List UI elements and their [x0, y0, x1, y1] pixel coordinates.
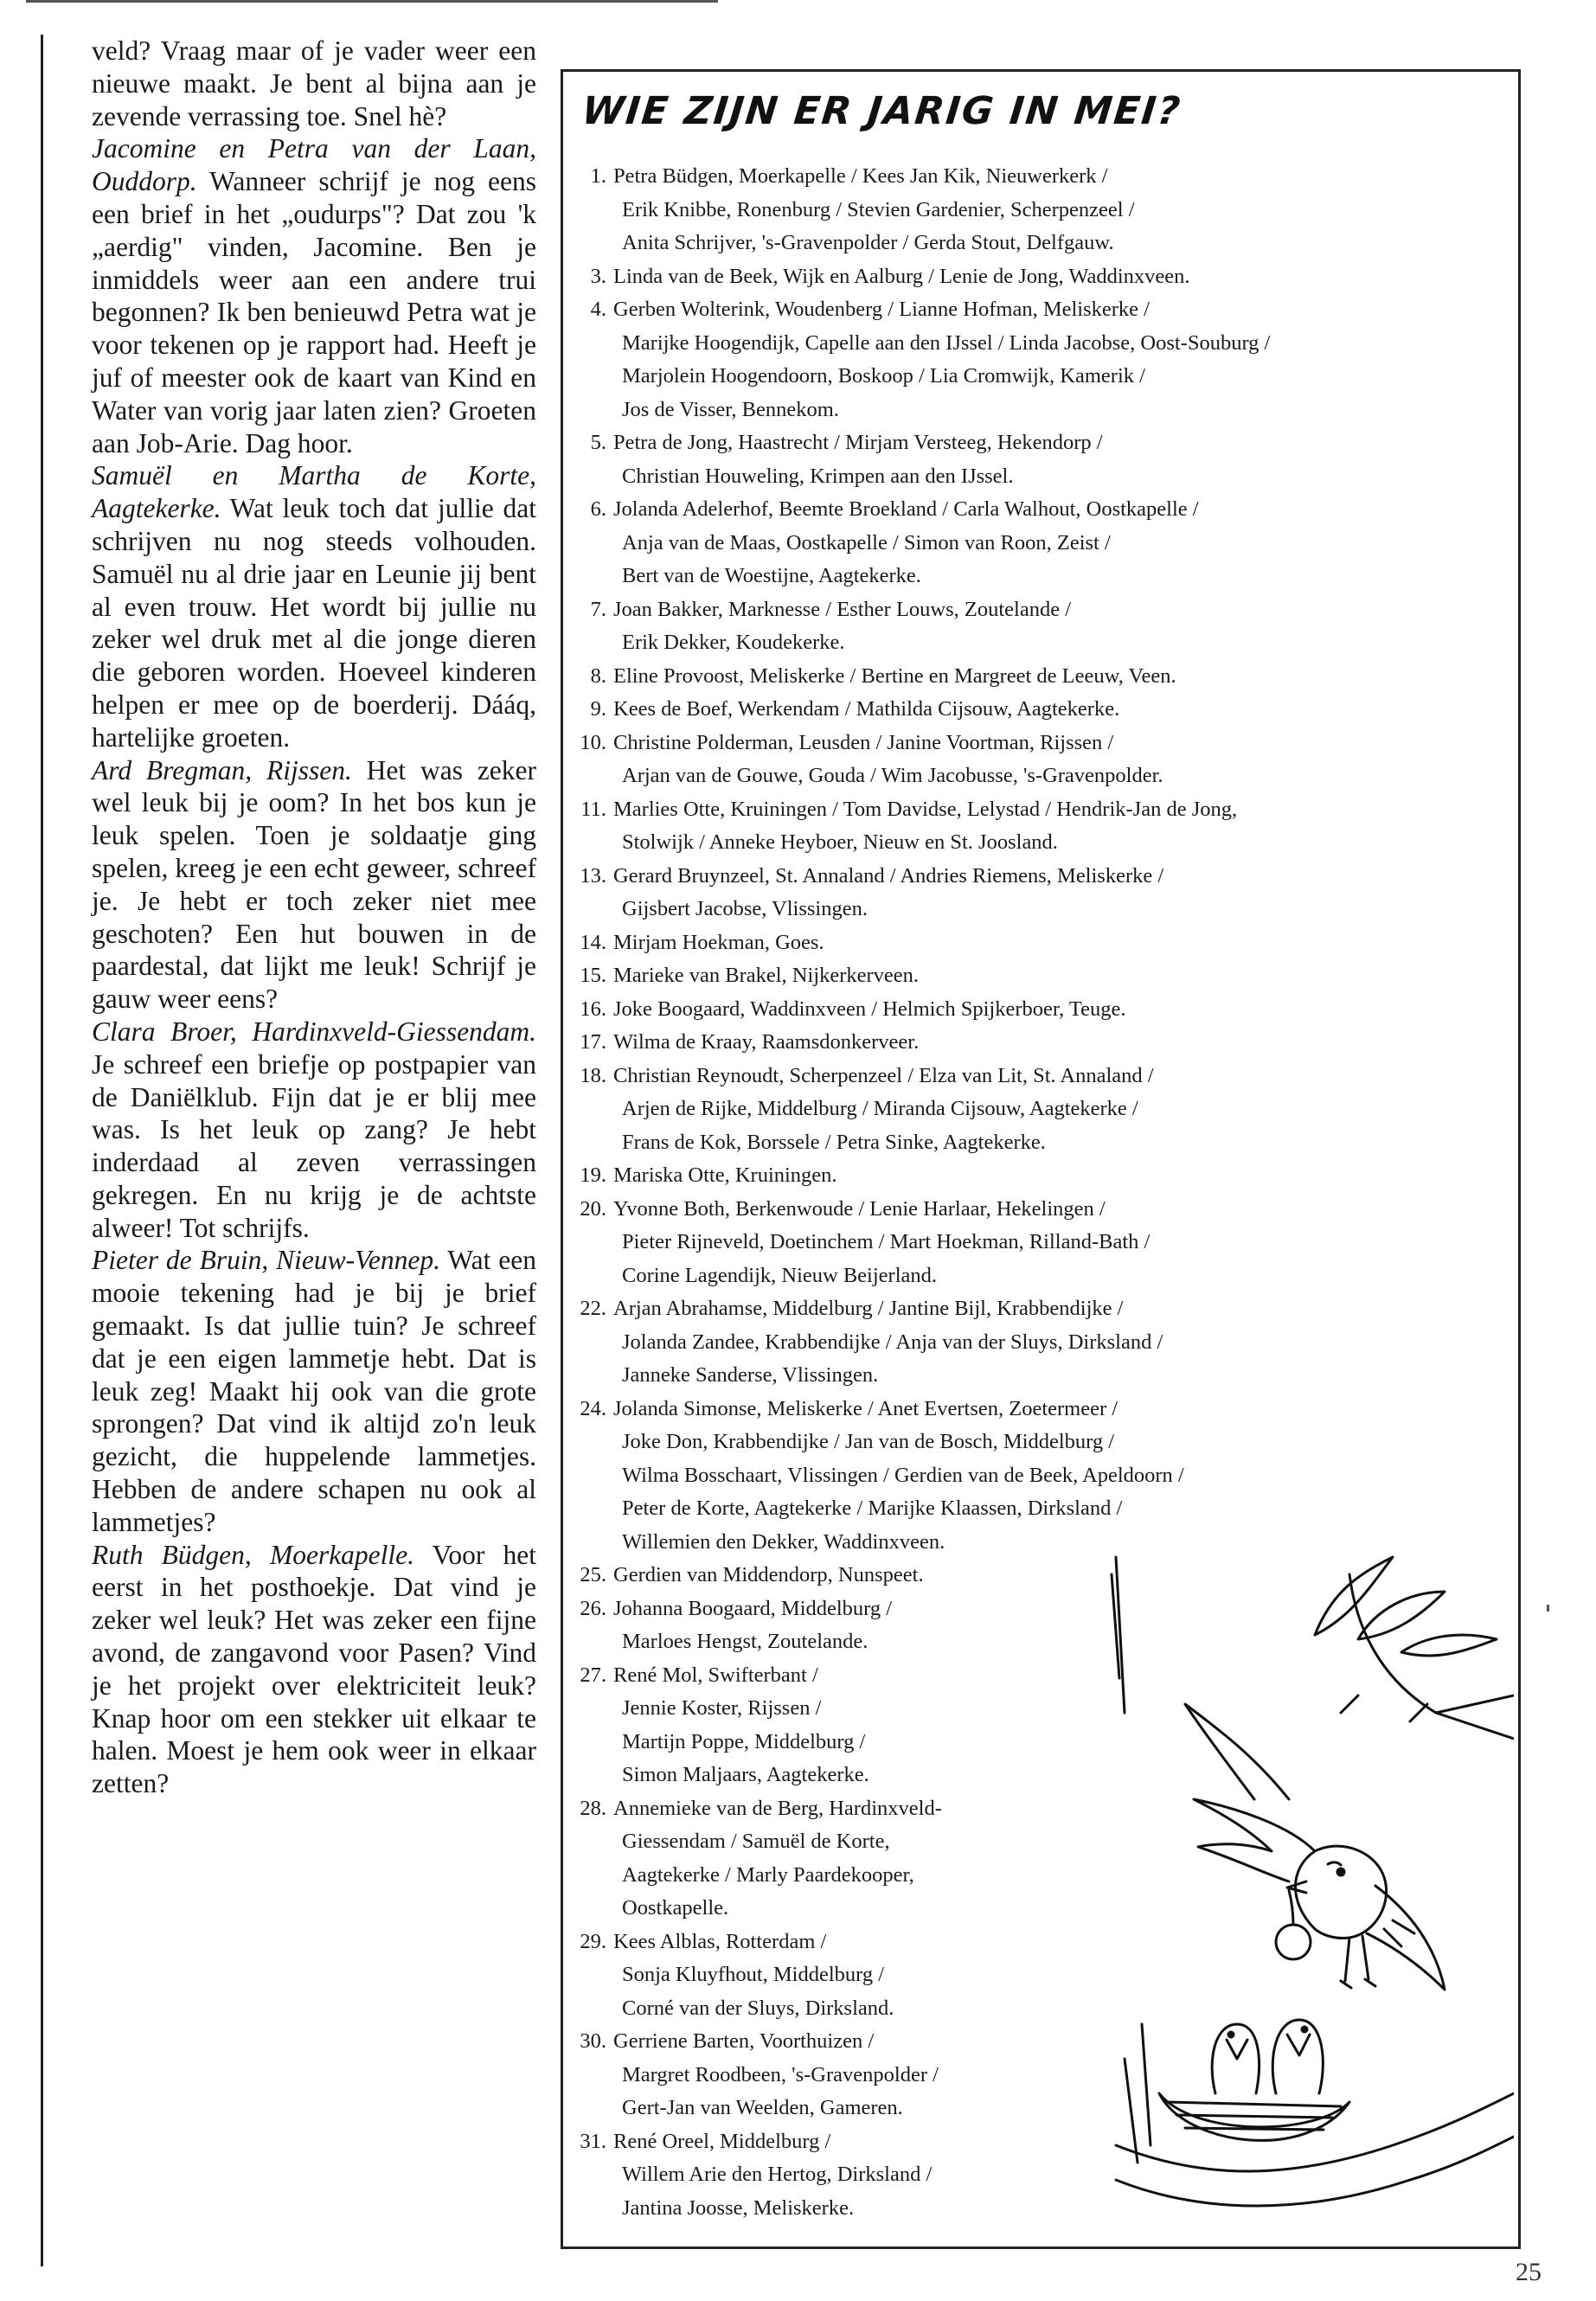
letter-recipient: Clara Broer, Hardinxveld-Giessendam.: [92, 1016, 536, 1047]
left-margin-rule: [41, 35, 43, 2266]
birthday-name-line: Petra Büdgen, Moerkapelle / Kees Jan Kik, Nieuwerkerk /: [613, 164, 1108, 188]
birthday-day: 8.: [590, 663, 606, 688]
birthday-entry: [570, 1060, 1504, 1160]
birthday-names: [613, 260, 1504, 294]
birthday-day: 11.: [580, 797, 606, 821]
chick-right: [1272, 2020, 1323, 2093]
birthday-names: [613, 860, 1504, 926]
birthday-name-line: Jolanda Simonse, Meliskerke / Anet Evertsen, Zoetermeer /: [613, 1396, 1118, 1420]
birthday-names: [613, 493, 1504, 593]
birthday-name-line: Eline Provoost, Meliskerke / Bertine en Margreet de Leeuw, Veen.: [613, 663, 1176, 688]
birthday-day: 16.: [580, 997, 606, 1021]
birthday-entry: [570, 293, 1504, 426]
birthday-day: 10.: [580, 730, 606, 754]
top-rule: [26, 0, 718, 3]
birthday-entry: [570, 660, 1504, 694]
birthday-day: 14.: [580, 930, 606, 954]
birthday-name-line: Jos de Visser, Bennekom.: [622, 397, 839, 421]
letters-column: [92, 35, 536, 1800]
birthday-name-line: Yvonne Both, Berkenwoude / Lenie Harlaar, Hekelingen /: [613, 1196, 1106, 1221]
birthday-name-line: Gert-Jan van Weelden, Gameren.: [622, 2096, 903, 2119]
box-title: WIE ZIJN ER JARIG IN MEI?: [580, 89, 1184, 133]
letter-text: Wanneer schrijf je nog eens een brief in het „oudurps"? Dat zou 'k „aerdig" vinden, Jacomine. Ben je inmiddels weer aan een andere trui begonnen? Ik ben benieuwd Petra wat je voor tekenen op je rapport had. Heeft je juf of meester ook de kaart van Kind en Water van vorig jaar laten zien? Groeten aan Job-Arie. Dag hoor.: [92, 166, 536, 458]
birthday-names: [613, 426, 1504, 493]
birthday-entry: [570, 1292, 1504, 1393]
birthday-day: 4.: [590, 298, 606, 321]
birthday-name-line: Wilma de Kraay, Raamsdonkerveer.: [613, 1030, 920, 1054]
birthday-name-line: Pieter Rijneveld, Doetinchem / Mart Hoekman, Rilland-Bath /: [622, 1230, 1151, 1253]
letter-paragraph: [92, 132, 536, 459]
birthday-entry: [570, 593, 1504, 660]
birthday-names: [613, 660, 1504, 694]
letter-paragraph: [92, 1244, 536, 1538]
birthday-names: [613, 693, 1504, 727]
birthday-name-line: Arjan van de Gouwe, Gouda / Wim Jacobusse, 's-Gravenpolder.: [622, 764, 1163, 787]
letter-text: veld? Vraag maar of je vader weer een nieuwe maakt. Je bent al bijna aan je zevende verrassing toe. Snel hè?: [92, 35, 536, 131]
birthday-name-line: Marjolein Hoogendoorn, Boskoop / Lia Cromwijk, Kamerik /: [622, 364, 1145, 388]
birthday-name-line: Marlies Otte, Kruiningen / Tom Davidse, Lelystad / Hendrik-Jan de Jong,: [613, 797, 1238, 821]
birthday-day: 6.: [590, 497, 606, 521]
birthday-name-line: Corine Lagendijk, Nieuw Beijerland.: [622, 1263, 937, 1287]
birthday-name-line: Oostkapelle.: [622, 1896, 729, 1920]
birthday-name-line: Johanna Boogaard, Middelburg /: [613, 1596, 893, 1620]
birthday-day: 17.: [580, 1030, 606, 1054]
birthday-name-line: Mirjam Hoekman, Goes.: [613, 930, 824, 954]
birthday-day: 29.: [580, 1929, 606, 1953]
birthday-names: [613, 959, 1504, 993]
letter-text: Het was zeker wel leuk bij je oom? In het bos kun je leuk spelen. Toen je soldaatje ging spelen, kreeg je een echt geweer, schreef je. Je hebt er toch zeker niet mee geschoten? Een hut bouwen in de paardestal, dat lijkt me leuk! Schrijf je gauw weer eens?: [92, 754, 537, 1015]
birthday-names: [613, 793, 1504, 860]
birthday-name-line: Joke Boogaard, Waddinxveen / Helmich Spijkerboer, Teuge.: [613, 997, 1126, 1021]
birthday-names: [613, 593, 1504, 660]
birthday-day: 26.: [580, 1596, 606, 1620]
birthday-entry: [570, 1193, 1504, 1293]
birthday-name-line: Petra de Jong, Haastrecht / Mirjam Versteeg, Hekendorp /: [613, 431, 1103, 454]
birthday-name-line: Joke Don, Krabbendijke / Jan van de Bosch, Middelburg /: [622, 1430, 1115, 1453]
birthday-entry: [570, 426, 1504, 493]
birthday-name-line: Marieke van Brakel, Nijkerkerveen.: [613, 964, 920, 987]
birthday-name-line: Jantina Joosse, Meliskerke.: [622, 2195, 855, 2220]
birthday-names: [613, 1026, 1504, 1060]
birthday-day: 3.: [590, 264, 606, 288]
birthday-name-line: Christian Houweling, Krimpen aan den IJssel.: [622, 464, 1014, 488]
birthday-day: 28.: [580, 1796, 606, 1820]
birthday-day: 27.: [580, 1663, 606, 1687]
birthday-name-line: Christine Polderman, Leusden / Janine Voortman, Rijssen /: [613, 730, 1114, 754]
letter-recipient: Samuël en Martha de Korte, Aagtekerke.: [92, 460, 536, 524]
birthday-name-line: Janneke Sanderse, Vlissingen.: [622, 1363, 879, 1387]
letter-paragraph: [92, 35, 536, 132]
birthday-name-line: Jennie Koster, Rijssen /: [622, 1696, 822, 1720]
birthday-entry: [570, 260, 1504, 294]
birthday-name-line: Sonja Kluyfhout, Middelburg /: [622, 1963, 885, 1986]
birthday-name-line: Jolanda Adelerhof, Beemte Broekland / Carla Walhout, Oostkapelle /: [613, 497, 1199, 521]
birthday-day: 30.: [580, 2029, 606, 2053]
birthday-entry: [570, 727, 1504, 793]
birthday-entry: [570, 1159, 1504, 1193]
letter-paragraph: [92, 1539, 536, 1800]
birthday-name-line: Gerben Wolterink, Woudenberg / Lianne Hofman, Meliskerke /: [613, 298, 1150, 321]
birthday-day: 1.: [590, 164, 606, 188]
birthday-entry: [570, 160, 1504, 260]
birthday-names: [613, 1193, 1504, 1293]
letter-recipient: Ard Bregman, Rijssen.: [92, 754, 352, 785]
page-number: 25: [1516, 2258, 1542, 2286]
birthday-entry: [570, 1393, 1504, 1560]
birthday-name-line: Corné van der Sluys, Dirksland.: [622, 1996, 894, 2020]
birthday-names: [613, 993, 1504, 1027]
birthday-name-line: Erik Knibbe, Ronenburg / Stevien Gardenier, Scherpenzeel /: [622, 197, 1135, 221]
birthday-day: 7.: [590, 597, 606, 621]
letter-recipient: Pieter de Bruin, Nieuw-Vennep.: [92, 1245, 441, 1276]
birthday-name-line: René Oreel, Middelburg /: [613, 2129, 831, 2153]
letter-recipient: Jacomine en Petra van der Laan, Ouddorp.: [92, 133, 536, 197]
birthday-day: 25.: [580, 1563, 606, 1586]
birthday-names: [613, 926, 1504, 960]
birthday-names: [613, 1292, 1504, 1393]
birthday-entry: [570, 860, 1504, 926]
birthday-name-line: Anita Schrijver, 's-Gravenpolder / Gerda Stout, Delfgauw.: [622, 231, 1114, 254]
birthday-name-line: Wilma Bosschaart, Vlissingen / Gerdien van de Beek, Apeldoorn /: [622, 1463, 1184, 1487]
birthday-name-line: Erik Dekker, Koudekerke.: [622, 631, 845, 654]
birthday-name-line: Christian Reynoudt, Scherpenzeel / Elza van Lit, St. Annaland /: [613, 1063, 1154, 1087]
birthday-name-line: Jolanda Zandee, Krabbendijke / Anja van der Sluys, Dirksland /: [622, 1330, 1163, 1354]
birthday-day: 9.: [590, 697, 606, 721]
birthday-day: 13.: [580, 863, 606, 888]
letter-paragraph: [92, 459, 536, 753]
birthday-name-line: Marijke Hoogendijk, Capelle aan den IJssel / Linda Jacobse, Oost-Souburg /: [622, 330, 1271, 355]
birthday-name-line: Arjan Abrahamse, Middelburg / Jantine Bijl, Krabbendijke /: [613, 1297, 1124, 1320]
birthday-day: 20.: [580, 1196, 606, 1221]
birthday-name-line: Simon Maljaars, Aagtekerke.: [622, 1763, 869, 1786]
birthday-names: [613, 727, 1504, 793]
birthday-name-line: Kees Alblas, Rotterdam /: [613, 1929, 827, 1953]
birthday-name-line: Martijn Poppe, Middelburg /: [622, 1729, 866, 1753]
letter-text: Je schreef een briefje op postpapier van de Daniëlklub. Fijn dat je er blij mee was. Is het leuk op zang? Je hebt inderdaad al zeven verrassingen gekregen. En nu krijg je de achtste alweer! Tot schrijfs.: [92, 1048, 536, 1243]
birthday-name-line: Bert van de Woestijne, Aagtekerke.: [622, 564, 921, 587]
birthday-names: [613, 1060, 1504, 1160]
stray-mark: [1547, 1605, 1549, 1612]
birthday-entry: [570, 793, 1504, 860]
birthday-name-line: René Mol, Swifterbant /: [613, 1663, 818, 1687]
birthday-name-line: Margret Roodbeen, 's-Gravenpolder /: [622, 2062, 939, 2086]
birthday-name-line: Aagtekerke / Marly Paardekooper,: [622, 1862, 914, 1887]
birthday-name-line: Frans de Kok, Borssele / Petra Sinke, Aagtekerke.: [622, 1130, 1046, 1154]
birthday-name-line: Joan Bakker, Marknesse / Esther Louws, Zoutelande /: [613, 597, 1072, 621]
birthday-name-line: Gerard Bruynzeel, St. Annaland / Andries Riemens, Meliskerke /: [613, 863, 1164, 888]
birthday-name-line: Mariska Otte, Kruiningen.: [613, 1163, 837, 1187]
birthday-name-line: Gijsbert Jacobse, Vlissingen.: [622, 897, 868, 920]
birthday-name-line: Annemieke van de Berg, Hardinxveld-: [613, 1796, 942, 1820]
letter-text: Voor het eerst in het posthoekje. Dat vind je zeker wel leuk? Het was zeker een fijne avond, de zangavond voor Pasen? Vind je het projekt over elektriciteit leuk? Knap hoor om een stekker uit elkaar te halen. Moest je hem ook weer in elkaar zetten?: [92, 1539, 536, 1799]
birthday-entry: [570, 693, 1504, 727]
birthday-day: 18.: [580, 1063, 606, 1087]
birthday-name-line: Gerdien van Middendorp, Nunspeet.: [613, 1563, 924, 1586]
letter-paragraph: [92, 1016, 536, 1245]
birthday-name-line: Stolwijk / Anneke Heyboer, Nieuw en St. Joosland.: [622, 830, 1058, 854]
birthday-names: [613, 293, 1504, 426]
birthday-names: [613, 1393, 1504, 1560]
birthday-names: [613, 1159, 1504, 1193]
birthday-entry: [570, 926, 1504, 960]
birthday-entry: [570, 959, 1504, 993]
bird: [1296, 1846, 1387, 1938]
birthday-name-line: Gerriene Barten, Voorthuizen /: [613, 2029, 875, 2053]
letter-paragraph: [92, 754, 536, 1016]
birthday-day: 24.: [580, 1396, 606, 1420]
birthday-name-line: Arjen de Rijke, Middelburg / Miranda Cijsouw, Aagtekerke /: [622, 1097, 1138, 1120]
letter-text: Wat een mooie tekening had je bij je brief gemaakt. Is dat jullie tuin? Je schreef dat je een eigen lammetje hebt. Dat is leuk zeg! Maakt hij ook van die grote sprongen? Dat vind ik altijd zo'n leuk gezicht, die huppelende lammetjes. Hebben de andere schapen nu ook al lammetjes?: [92, 1245, 537, 1537]
birthday-entry: [570, 493, 1504, 593]
birthday-day: 5.: [590, 431, 606, 454]
birthday-name-line: Marloes Hengst, Zoutelande.: [622, 1630, 869, 1653]
birthday-day: 22.: [580, 1297, 606, 1320]
birthday-name-line: Willemien den Dekker, Waddinxveen.: [622, 1529, 945, 1554]
birthday-names: [613, 160, 1504, 260]
birthday-entry: [570, 1026, 1504, 1060]
birthday-entry: [570, 993, 1504, 1027]
birthday-name-line: Kees de Boef, Werkendam / Mathilda Cijsouw, Aagtekerke.: [613, 697, 1120, 721]
birthday-day: 19.: [580, 1163, 606, 1187]
birthday-name-line: Linda van de Beek, Wijk en Aalburg / Lenie de Jong, Waddinxveen.: [613, 264, 1190, 288]
letter-text: Wat leuk toch dat jullie dat schrijven nu nog steeds volhouden. Samuël nu al drie jaar en Leunie jij bent al even trouw. Het wordt bij jullie nu zeker wel druk met al die jonge dieren die geboren worden. Hoeveel kinderen helpen er mee op de boerderij. Dááq, hartelijke groeten.: [92, 493, 536, 753]
bird-nest-illustration: [1029, 1540, 1514, 2232]
birthday-day: 31.: [580, 2129, 606, 2153]
birthday-day: 15.: [580, 964, 606, 987]
birthday-name-line: Anja van de Maas, Oostkapelle / Simon van Roon, Zeist /: [622, 530, 1111, 554]
birthday-name-line: Giessendam / Samuël de Korte,: [622, 1830, 890, 1853]
birthday-name-line: Willem Arie den Hertog, Dirksland /: [622, 2163, 933, 2186]
birthday-name-line: Peter de Korte, Aagtekerke / Marijke Klaassen, Dirksland /: [622, 1497, 1123, 1520]
letter-recipient: Ruth Büdgen, Moerkapelle.: [92, 1539, 415, 1570]
